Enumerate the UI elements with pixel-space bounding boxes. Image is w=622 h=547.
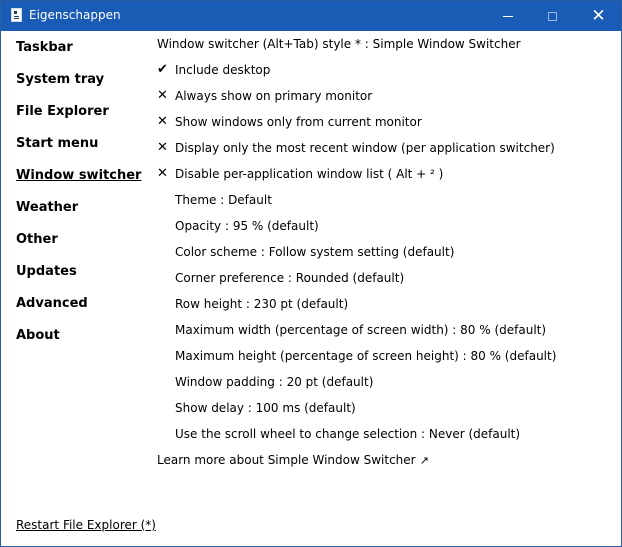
setting-max-height[interactable]: Maximum height (percentage of screen height) : 80 % (default) — [175, 349, 557, 363]
setting-max-width[interactable]: Maximum width (percentage of screen width) : 80 % (default) — [175, 323, 547, 337]
setting-show-delay[interactable]: Show delay : 100 ms (default) — [175, 401, 356, 415]
setting-row-height[interactable]: Row height : 230 pt (default) — [175, 297, 349, 311]
option-current-monitor[interactable]: Show windows only from current monitor — [175, 115, 422, 129]
app-icon — [11, 8, 22, 22]
sidebar-item-advanced[interactable]: Advanced — [16, 296, 88, 311]
sidebar-item-start-menu[interactable]: Start menu — [16, 136, 99, 151]
external-link-icon: ↗ — [419, 454, 429, 467]
close-button[interactable] — [576, 1, 621, 31]
maximize-icon — [548, 12, 557, 21]
setting-theme[interactable]: Theme : Default — [175, 193, 272, 207]
checkmark-icon: ✔ — [157, 62, 168, 77]
setting-opacity[interactable]: Opacity : 95 % (default) — [175, 219, 319, 233]
sidebar-item-taskbar[interactable]: Taskbar — [16, 40, 73, 55]
cross-icon: ✕ — [157, 140, 168, 155]
setting-scroll-wheel[interactable]: Use the scroll wheel to change selection : Never (default) — [175, 427, 521, 441]
learn-more-link[interactable] — [157, 452, 429, 469]
sidebar-item-weather[interactable]: Weather — [16, 200, 79, 215]
sidebar-item-updates[interactable]: Updates — [16, 264, 77, 279]
option-most-recent-window[interactable]: Display only the most recent window (per application switcher) — [175, 141, 555, 155]
settings-panel — [1, 31, 621, 546]
switcher-style-setting[interactable]: Window switcher (Alt+Tab) style * : Simple Window Switcher — [157, 37, 521, 51]
restart-file-explorer-link[interactable]: Restart File Explorer (*) — [16, 518, 156, 532]
minimize-icon — [503, 16, 513, 17]
setting-corner-preference[interactable]: Corner preference : Rounded (default) — [175, 271, 405, 285]
sidebar-item-window-switcher[interactable]: Window switcher — [16, 168, 142, 183]
sidebar-item-about[interactable]: About — [16, 328, 60, 343]
window-title: Eigenschappen — [29, 8, 121, 22]
title-bar[interactable] — [1, 1, 621, 31]
option-include-desktop[interactable]: Include desktop — [175, 63, 271, 77]
close-icon: ✕ — [591, 5, 606, 26]
sidebar-item-system-tray[interactable]: System tray — [16, 72, 105, 87]
sidebar-item-other[interactable]: Other — [16, 232, 58, 247]
option-primary-monitor[interactable]: Always show on primary monitor — [175, 89, 373, 103]
maximize-button[interactable] — [530, 1, 575, 31]
cross-icon: ✕ — [157, 88, 168, 103]
minimize-button[interactable] — [485, 1, 530, 31]
sidebar-item-file-explorer[interactable]: File Explorer — [16, 104, 109, 119]
cross-icon: ✕ — [157, 114, 168, 129]
setting-color-scheme[interactable]: Color scheme : Follow system setting (default) — [175, 245, 455, 259]
option-disable-per-app-list[interactable]: Disable per-application window list ( Alt + ² ) — [175, 167, 444, 181]
setting-window-padding[interactable]: Window padding : 20 pt (default) — [175, 375, 374, 389]
cross-icon: ✕ — [157, 166, 168, 181]
learn-more-label: Learn more about Simple Window Switcher — [157, 453, 416, 467]
